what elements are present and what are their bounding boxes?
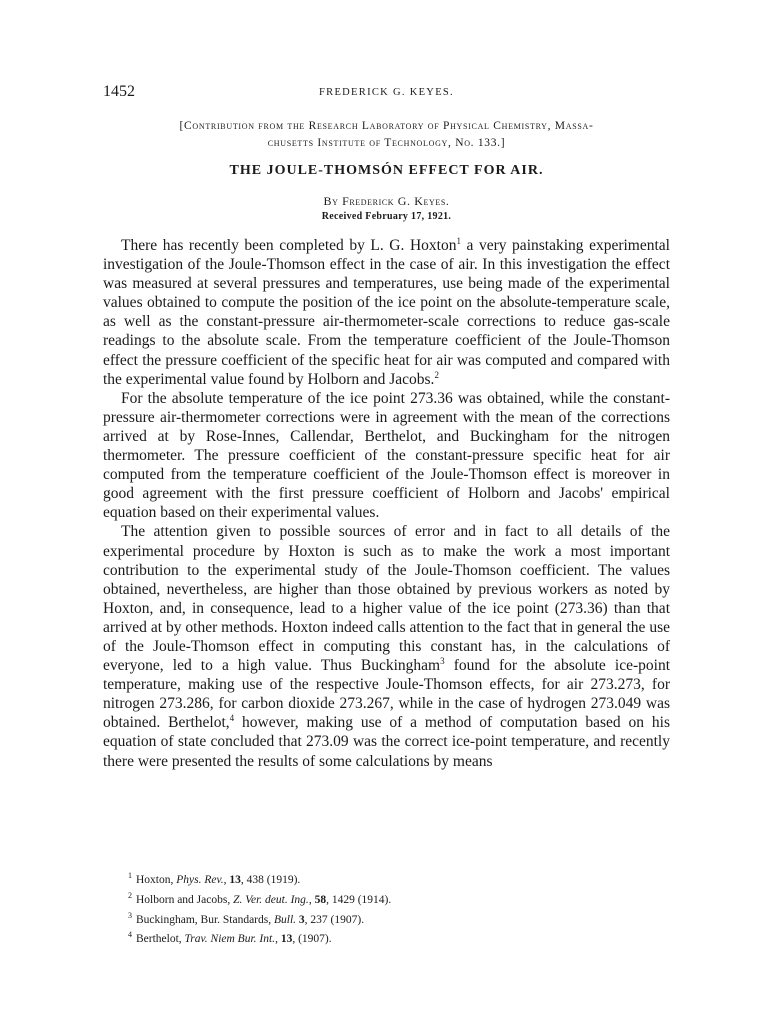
footnote-1 bbox=[128, 868, 608, 888]
footnote-pages: , (1907). bbox=[292, 933, 332, 946]
contribution-note bbox=[103, 118, 670, 152]
footnote-volume: 13 bbox=[229, 873, 241, 886]
footnote-author: Berthelot, bbox=[136, 933, 185, 946]
footnote-author: Buckingham, Bur. Standards, bbox=[136, 913, 274, 926]
footnote-pages: , 237 (1907). bbox=[304, 913, 365, 926]
footnotes bbox=[128, 868, 608, 947]
footnote-journal: Bull. bbox=[274, 913, 297, 926]
page-number: 1452 bbox=[103, 83, 135, 100]
footnote-ref-2: 2 bbox=[434, 369, 439, 380]
footnote-2 bbox=[128, 888, 608, 908]
paragraph-2: For the absolute temperature of the ice point 273.36 was obtained, while the constant-pressure air-thermometer corrections were in agreement with the mean of the corrections arrived at by Rose-Innes, Callendar, Berthelot, and Buckingham for the nitrogen thermometer. The pressure coefficient of the constant-pressure specific heat for air computed from the temperature coefficient of the Joule-Thomson effect is moreover in good agreement with the first pressure coefficient of Holborn and Jacobs' empirical equation based on their experimental values. bbox=[103, 389, 670, 522]
page-header bbox=[103, 83, 670, 105]
footnote-pages: , 1429 (1914). bbox=[326, 893, 392, 906]
paragraph-1-text-a: There has recently been completed by L. G. Hoxton bbox=[121, 237, 457, 254]
footnote-ref-4: 4 bbox=[229, 713, 235, 724]
footnote-volume: 58 bbox=[314, 893, 327, 906]
paragraph-3-text-b: found for the absolute ice-point temperature, making use of the respective Joule-Thomson effects, for air 273.273, for nitrogen 273.286, for carbon dioxide 273.267, while in the case of hydrogen 273.049 was obtained. Berthelot, bbox=[103, 657, 670, 732]
footnote-journal: Trav. Niem Bur. Int. bbox=[184, 933, 276, 946]
paragraph-3 bbox=[103, 522, 670, 770]
footnote-number: 3 bbox=[128, 910, 132, 920]
footnote-pages: , 438 (1919). bbox=[240, 873, 301, 886]
paragraph-3-text-a: The attention given to possible sources of error and in fact to all details of the experimental procedure by Hoxton is such as to make the work a most important contribution to the experimental study of the Joule-Thomson coefficient. The values obtained, nevertheless, are higher than those obtained by previous workers as noted by Hoxton, and, in consequence, lead to a higher value of the ice point (273.36) than that arrived at by other methods. Hoxton indeed calls attention to the fact that in general the use of the Joule-Thomson effect in computing this constant has, in the calculations of everyone, led to a high value. Thus Buckingham bbox=[103, 523, 670, 675]
footnote-number: 4 bbox=[128, 930, 132, 940]
footnote-author: Hoxton, bbox=[136, 873, 177, 886]
footnote-number: 2 bbox=[128, 890, 132, 900]
contribution-line-2: chusetts Institute of Technology, No. 133.] bbox=[267, 137, 506, 149]
footnote-volume: 13 bbox=[280, 933, 293, 946]
footnote-4 bbox=[128, 927, 608, 947]
footnote-journal: Z. Ver. deut. Ing. bbox=[233, 893, 309, 906]
footnote-sep: , bbox=[275, 933, 281, 946]
footnote-volume: 3 bbox=[298, 913, 305, 926]
footnote-sep: , bbox=[223, 873, 230, 886]
footnote-author: Holborn and Jacobs, bbox=[136, 893, 234, 906]
footnote-3 bbox=[128, 908, 608, 928]
footnote-ref-3: 3 bbox=[440, 655, 445, 666]
article-title: THE JOULE-THOMSÓN EFFECT FOR AIR. bbox=[229, 163, 544, 178]
footnote-journal: Phys. Rev. bbox=[176, 873, 224, 886]
paragraph-1 bbox=[103, 236, 670, 389]
author-byline: By Frederick G. Keyes. bbox=[323, 194, 450, 208]
footnote-ref-1: 1 bbox=[456, 235, 461, 246]
footnote-sep: , bbox=[308, 893, 315, 906]
contribution-line-1: [Contribution from the Research Laboratory of Physical Chemistry, Massa- bbox=[179, 120, 594, 132]
article-body bbox=[103, 236, 670, 771]
paragraph-3-text-c: however, making use of a method of computation based on his equation of state concluded that 273.09 was the correct ice-point temperature, and recently there were presented the results of some calculations by means bbox=[103, 714, 670, 770]
paragraph-1-text-b: a very painstaking experimental investigation of the Joule-Thomson effect in the case of air. In this investigation the effect was measured at several pressures and temperatures, use being made of the experimental values obtained to compute the position of the ice point on the absolute-temperature scale, as well as the constant-pressure air-thermometer-scale corrections to reduce gas-scale readings to the absolute scale. From the temperature coefficient of the Joule-Thomson effect the pressure coefficient of the specific heat for air was computed and compared with the experimental value found by Holborn and Jacobs. bbox=[103, 237, 670, 388]
received-date: Received February 17, 1921. bbox=[321, 211, 452, 222]
footnote-number: 1 bbox=[128, 871, 132, 880]
running-head: FREDERICK G. KEYES. bbox=[319, 87, 454, 98]
